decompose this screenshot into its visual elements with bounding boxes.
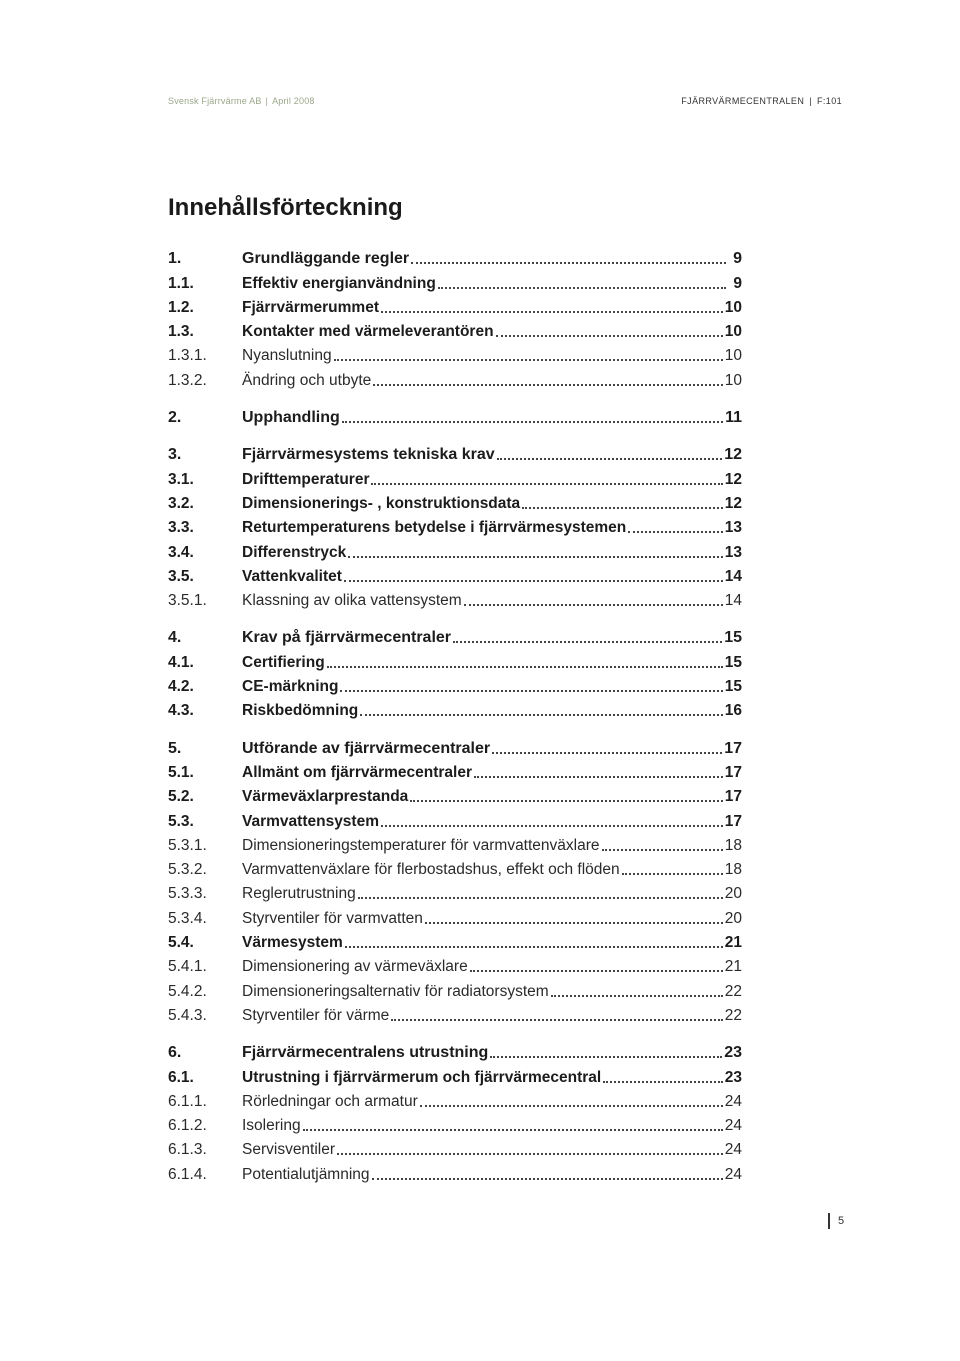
toc-entry-label: Potentialutjämning xyxy=(242,1165,370,1183)
toc-entry-number: 5.4.2. xyxy=(168,982,207,1000)
toc-entry[interactable] xyxy=(168,647,742,671)
toc-entry-label: Rörledningar och armatur xyxy=(242,1092,418,1110)
toc-dot-leader xyxy=(342,421,723,423)
toc-dot-leader xyxy=(603,1081,723,1083)
toc-entry-number: 6.1.3. xyxy=(168,1141,207,1159)
toc-entry[interactable] xyxy=(168,903,742,927)
toc-entry[interactable] xyxy=(168,831,742,855)
toc-entry-label: Servisventiler xyxy=(242,1141,336,1159)
toc-entry-label: Klassning av olika vattensystem xyxy=(242,592,462,610)
toc-entry-label: Varmvattenväxlare för flerbostadshus, effekt och flöden xyxy=(242,861,620,879)
toc-entry-label: Fjärrvärmerummet xyxy=(242,298,379,316)
toc-entry-label: Certifiering xyxy=(242,653,325,671)
toc-entry-page: 16 xyxy=(724,702,742,720)
toc-dot-leader xyxy=(381,825,723,827)
toc-entry-number: 4. xyxy=(168,629,182,647)
toc-entry[interactable] xyxy=(168,879,742,903)
toc-entry-label: Dimensionerings- , konstruktionsdata xyxy=(242,494,521,512)
toc-entry-page: 21 xyxy=(724,958,742,976)
toc-entry[interactable] xyxy=(168,586,742,610)
toc-entry-page: 14 xyxy=(724,592,742,610)
toc-dot-leader xyxy=(490,1056,722,1058)
toc-dot-leader xyxy=(371,483,722,485)
toc-entry-label: Dimensionering av värmeväxlare xyxy=(242,958,468,976)
toc-entry[interactable] xyxy=(168,672,742,696)
toc-entry[interactable] xyxy=(168,952,742,976)
toc-entry[interactable] xyxy=(168,537,742,561)
toc-entry-page: 22 xyxy=(724,1006,742,1024)
toc-entry[interactable] xyxy=(168,696,742,720)
toc-entry-label: Ändring och utbyte xyxy=(242,371,372,389)
toc-entry[interactable] xyxy=(168,440,742,464)
toc-entry-label: Drifttemperaturer xyxy=(242,470,370,488)
toc-dot-leader xyxy=(410,800,722,802)
toc-entry-number: 1.2. xyxy=(168,298,194,316)
toc-entry-label: Differenstryck xyxy=(242,543,347,561)
toc-dot-leader xyxy=(622,873,723,875)
toc-entry-label: Vattenkvalitet xyxy=(242,567,342,585)
toc-entry-number: 1. xyxy=(168,250,182,268)
toc-entry[interactable] xyxy=(168,341,742,365)
toc-entry-label: Fjärrvärmesystems tekniska krav xyxy=(242,446,495,464)
toc-entry-page: 24 xyxy=(724,1165,742,1183)
page-number: 5 xyxy=(828,1213,844,1229)
toc-entry[interactable] xyxy=(168,855,742,879)
toc-dot-leader xyxy=(345,946,723,948)
toc-entry-label: Utförande av fjärrvärmecentraler xyxy=(242,739,491,757)
toc-dot-leader xyxy=(360,714,722,716)
toc-entry-number: 3.2. xyxy=(168,494,194,512)
toc-entry-page: 22 xyxy=(724,982,742,1000)
toc-entry-page: 15 xyxy=(724,678,742,696)
header-company: Svensk Fjärrvärme AB xyxy=(168,96,262,106)
toc-entry-number: 3.5.1. xyxy=(168,592,207,610)
toc-entry-number: 5. xyxy=(168,739,182,757)
toc-entry-page: 24 xyxy=(724,1092,742,1110)
toc-entry-number: 1.3. xyxy=(168,323,194,341)
toc-entry-page: 15 xyxy=(724,629,742,647)
toc-dot-leader xyxy=(420,1105,723,1107)
toc-entry-page: 10 xyxy=(724,323,742,341)
toc-entry-number: 3. xyxy=(168,446,182,464)
toc-entry[interactable] xyxy=(168,1038,742,1062)
toc-entry-label: Kontakter med värmeleverantören xyxy=(242,323,494,341)
table-of-contents xyxy=(168,244,742,1184)
toc-entry-page: 10 xyxy=(724,347,742,365)
toc-dot-leader xyxy=(381,311,723,313)
toc-entry-label: Krav på fjärrvärmecentraler xyxy=(242,629,452,647)
toc-entry[interactable] xyxy=(168,365,742,389)
toc-entry-label: Styrventiler för värme xyxy=(242,1006,390,1024)
toc-entry-number: 6. xyxy=(168,1044,182,1062)
toc-entry-number: 2. xyxy=(168,409,182,427)
toc-dot-leader xyxy=(497,458,723,460)
toc-entry-page: 11 xyxy=(725,409,742,427)
header-document-name: FJÄRRVÄRMECENTRALEN xyxy=(681,96,805,106)
toc-entry[interactable] xyxy=(168,268,742,292)
toc-entry-label: Nyanslutning xyxy=(242,347,332,365)
toc-entry-label: Värmeväxlarprestanda xyxy=(242,788,409,806)
toc-entry-page: 18 xyxy=(724,861,742,879)
header-left xyxy=(168,96,315,106)
toc-entry[interactable] xyxy=(168,513,742,537)
toc-entry-number: 5.4.1. xyxy=(168,958,207,976)
toc-entry[interactable] xyxy=(168,464,742,488)
toc-entry-number: 1.3.1. xyxy=(168,347,207,365)
toc-entry[interactable] xyxy=(168,928,742,952)
header-separator: | xyxy=(809,96,812,106)
toc-entry-number: 5.3.3. xyxy=(168,885,207,903)
toc-dot-leader xyxy=(551,995,723,997)
toc-entry[interactable] xyxy=(168,733,742,757)
toc-dot-leader xyxy=(337,1153,723,1155)
toc-entry-page: 18 xyxy=(724,836,742,854)
toc-entry-number: 1.1. xyxy=(168,274,194,292)
toc-entry-page: 24 xyxy=(724,1117,742,1135)
toc-entry[interactable] xyxy=(168,1062,742,1086)
header-separator: | xyxy=(265,96,269,106)
toc-entry-page: 23 xyxy=(724,1044,742,1062)
toc-entry-label: Styrventiler för varmvatten xyxy=(242,909,423,927)
toc-entry-number: 5.3.4. xyxy=(168,909,207,927)
toc-entry[interactable] xyxy=(168,403,742,427)
toc-entry-label: Fjärrvärmecentralens utrustning xyxy=(242,1044,489,1062)
toc-entry-number: 5.3.1. xyxy=(168,836,207,854)
toc-entry[interactable] xyxy=(168,1001,742,1025)
toc-entry-label: Effektiv energianvändning xyxy=(242,274,436,292)
toc-entry-page: 12 xyxy=(724,494,742,512)
toc-entry[interactable] xyxy=(168,758,742,782)
toc-dot-leader xyxy=(602,849,723,851)
toc-entry-number: 5.1. xyxy=(168,763,194,781)
toc-entry-label: Dimensioneringsalternativ för radiatorsystem xyxy=(242,982,549,1000)
toc-dot-leader xyxy=(496,335,723,337)
toc-entry[interactable] xyxy=(168,1111,742,1135)
toc-entry-label: Allmänt om fjärrvärmecentraler xyxy=(242,763,473,781)
toc-dot-leader xyxy=(425,922,723,924)
toc-entry-page: 12 xyxy=(724,470,742,488)
toc-entry[interactable] xyxy=(168,806,742,830)
toc-entry-number: 5.4. xyxy=(168,934,194,952)
toc-entry-label: Dimensioneringstemperaturer för varmvattenväxlare xyxy=(242,836,600,854)
toc-entry-page: 10 xyxy=(724,298,742,316)
toc-dot-leader xyxy=(492,752,722,754)
toc-dot-leader xyxy=(348,556,723,558)
toc-entry-page: 12 xyxy=(724,446,742,464)
toc-entry[interactable] xyxy=(168,623,742,647)
toc-entry[interactable] xyxy=(168,489,742,513)
toc-entry-label: Utrustning i fjärrvärmerum och fjärrvärmecentral xyxy=(242,1068,602,1086)
toc-entry-label: Värmesystem xyxy=(242,934,343,952)
toc-entry-number: 5.3. xyxy=(168,812,194,830)
toc-dot-leader xyxy=(373,384,722,386)
toc-entry-page: 9 xyxy=(733,274,742,292)
toc-entry-number: 6.1. xyxy=(168,1068,194,1086)
toc-dot-leader xyxy=(340,690,722,692)
toc-entry-label: Returtemperaturens betydelse i fjärrvärmesystemen xyxy=(242,519,627,537)
toc-entry-number: 3.5. xyxy=(168,567,194,585)
toc-entry[interactable] xyxy=(168,1159,742,1183)
toc-dot-leader xyxy=(464,604,723,606)
toc-entry-page: 17 xyxy=(724,788,742,806)
toc-entry-number: 4.2. xyxy=(168,678,194,696)
toc-entry-page: 23 xyxy=(724,1068,742,1086)
toc-entry-number: 3.3. xyxy=(168,519,194,537)
toc-entry[interactable] xyxy=(168,782,742,806)
toc-dot-leader xyxy=(474,776,723,778)
toc-dot-leader xyxy=(411,262,726,264)
toc-entry-number: 5.2. xyxy=(168,788,194,806)
toc-dot-leader xyxy=(303,1129,723,1131)
toc-entry-page: 17 xyxy=(724,739,742,757)
toc-entry[interactable] xyxy=(168,976,742,1000)
toc-entry[interactable] xyxy=(168,1135,742,1159)
toc-dot-leader xyxy=(358,897,723,899)
header-date: April 2008 xyxy=(272,96,315,106)
toc-entry-label: Varmvattensystem xyxy=(242,812,379,830)
toc-entry-number: 6.1.2. xyxy=(168,1117,207,1135)
toc-entry-page: 15 xyxy=(724,653,742,671)
toc-entry-number: 4.3. xyxy=(168,702,194,720)
toc-entry[interactable] xyxy=(168,1087,742,1111)
toc-entry[interactable] xyxy=(168,244,742,268)
toc-entry-page: 17 xyxy=(724,763,742,781)
toc-dot-leader xyxy=(628,531,723,533)
toc-dot-leader xyxy=(327,666,723,668)
toc-dot-leader xyxy=(470,970,723,972)
toc-entry-page: 24 xyxy=(724,1141,742,1159)
toc-dot-leader xyxy=(344,580,723,582)
toc-dot-leader xyxy=(391,1019,722,1021)
toc-entry-page: 9 xyxy=(733,250,742,268)
header-document-code: F:101 xyxy=(816,96,842,106)
toc-entry-page: 20 xyxy=(724,909,742,927)
toc-entry-label: Grundläggande regler xyxy=(242,250,410,268)
toc-entry-number: 5.3.2. xyxy=(168,861,207,879)
toc-entry-number: 1.3.2. xyxy=(168,371,207,389)
toc-entry-number: 3.4. xyxy=(168,543,194,561)
toc-entry-label: Upphandling xyxy=(242,409,340,427)
toc-entry-number: 5.4.3. xyxy=(168,1006,207,1024)
toc-entry-label: Reglerutrustning xyxy=(242,885,356,903)
toc-entry-page: 13 xyxy=(724,543,742,561)
toc-dot-leader xyxy=(438,287,726,289)
toc-entry-page: 21 xyxy=(724,934,742,952)
toc-dot-leader xyxy=(453,641,722,643)
toc-entry-label: CE-märkning xyxy=(242,678,339,696)
page-title: Innehållsförteckning xyxy=(168,194,403,221)
toc-entry-number: 3.1. xyxy=(168,470,194,488)
toc-entry-number: 6.1.1. xyxy=(168,1092,207,1110)
toc-entry-page: 13 xyxy=(724,519,742,537)
toc-entry-label: Riskbedömning xyxy=(242,702,359,720)
toc-dot-leader xyxy=(372,1178,723,1180)
toc-entry-page: 17 xyxy=(724,812,742,830)
toc-entry-page: 20 xyxy=(724,885,742,903)
toc-entry[interactable] xyxy=(168,293,742,317)
toc-entry-page: 10 xyxy=(724,371,742,389)
toc-entry[interactable] xyxy=(168,562,742,586)
header-right xyxy=(681,96,842,106)
toc-entry-label: Isolering xyxy=(242,1117,301,1135)
toc-dot-leader xyxy=(334,359,723,361)
toc-entry[interactable] xyxy=(168,317,742,341)
toc-entry-page: 14 xyxy=(724,567,742,585)
toc-entry-number: 4.1. xyxy=(168,653,194,671)
toc-entry-number: 6.1.4. xyxy=(168,1165,207,1183)
toc-dot-leader xyxy=(522,507,723,509)
